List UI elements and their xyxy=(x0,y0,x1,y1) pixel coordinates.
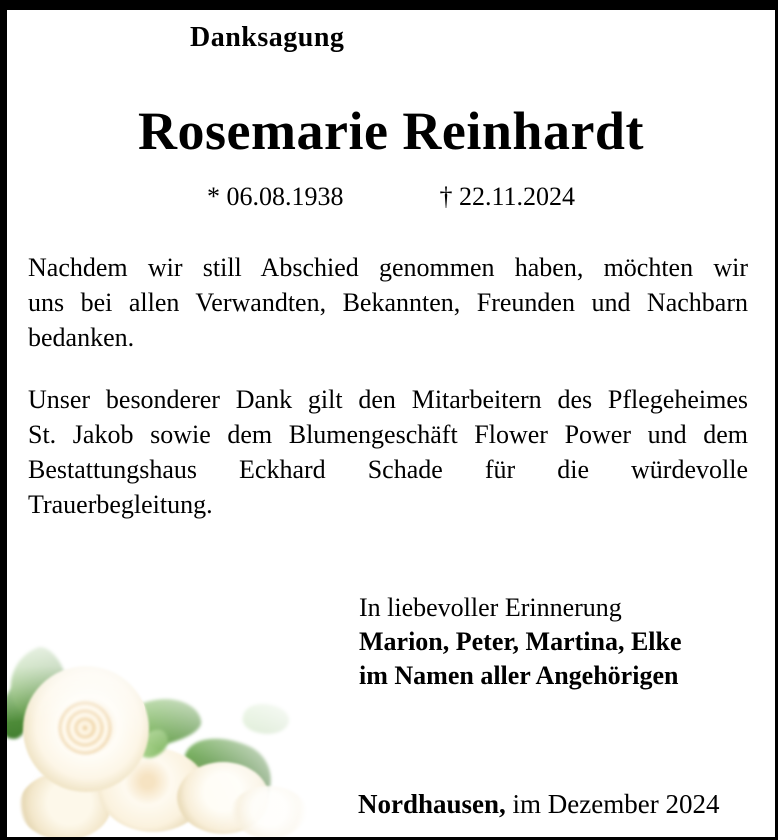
photo-fade-overlay xyxy=(7,644,313,837)
place-name: Nordhausen, xyxy=(358,789,506,819)
birth-date: * 06.08.1938 xyxy=(206,182,344,211)
text-line: bedanken. xyxy=(28,323,135,352)
text-line: Bestattungshaus Eckhard Schade für die würdevolle xyxy=(28,455,748,484)
death-date: † 22.11.2024 xyxy=(439,182,576,211)
text-line: uns bei allen Verwandten, Bekannten, Freunden und Nachbarn xyxy=(28,288,748,317)
thanks-text xyxy=(28,250,748,549)
mourners-names: Marion, Peter, Martina, Elke xyxy=(359,627,682,656)
on-behalf-line: im Namen aller Angehörigen xyxy=(359,661,679,690)
white-roses-photo xyxy=(7,644,313,837)
place-date-line xyxy=(358,789,719,820)
memorial-phrase: In liebevoller Erinnerung xyxy=(359,593,622,622)
text-line: Unser besonderer Dank gilt den Mitarbeitern des Pflegeheimes xyxy=(28,385,748,414)
text-line: Nachdem wir still Abschied genommen haben, möchten wir xyxy=(28,253,748,282)
mourners-block xyxy=(359,591,682,693)
deceased-name: Rosemarie Reinhardt xyxy=(138,101,644,161)
text-line: Trauerbegleitung. xyxy=(28,490,213,519)
text-line: St. Jakob sowie dem Blumengeschäft Flower Power und dem xyxy=(28,420,748,449)
paragraph-2 xyxy=(28,382,748,522)
notice-type-label: Danksagung xyxy=(190,22,345,53)
closing-date: im Dezember 2024 xyxy=(505,789,720,819)
life-dates xyxy=(7,182,775,212)
paragraph-1 xyxy=(28,250,748,355)
